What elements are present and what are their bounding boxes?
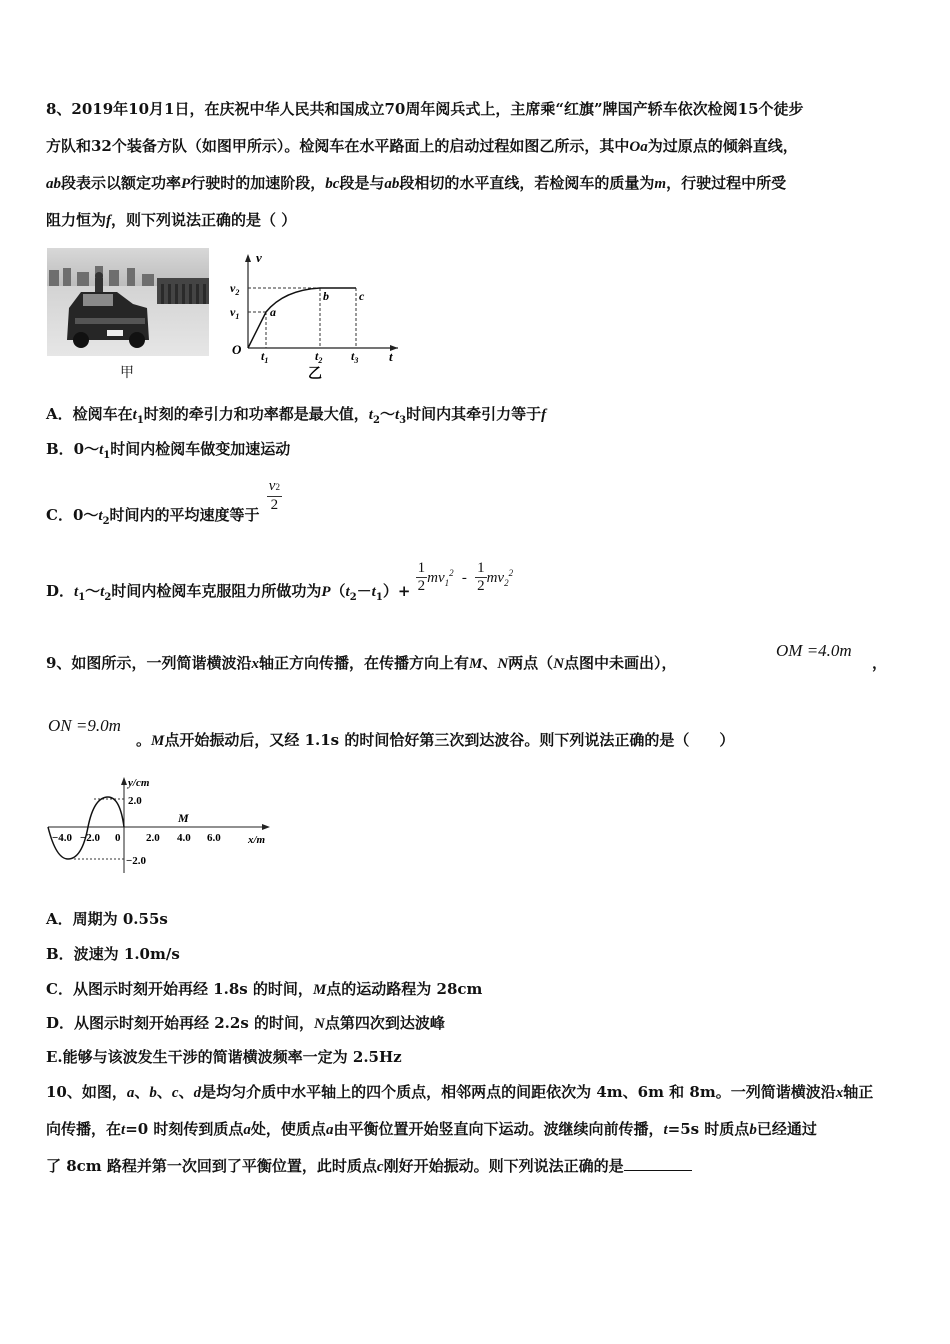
point-a: a [270,305,276,319]
x-tick-4: 4.0 [177,832,191,844]
om-equation: OM =4.0m [776,641,852,660]
mv1-squared: $mv_1^2$ [427,567,454,588]
wave-graph [44,775,280,875]
v2-over-2-fraction: $\frac{v2}{2}$ [268,478,280,513]
q8-line-3: ab段表示以额定功率P行驶时的加速阶段，bc段是与ab段相切的水平直线，若检阅车的质量为m，行驶过程中所受 [46,174,787,192]
half-fraction-1: $\frac{1}{2}$ [417,560,426,594]
q8-line-2: 方队和32个装备方队（如图甲所示）。检阅车在水平路面上的启动过程如图乙所示，其中Oa为过原点的倾斜直线， [46,137,798,155]
x-tick-6: 6.0 [207,832,221,844]
v2-label: $v_2$ [230,281,240,297]
fig-jia-label: 甲 [120,365,134,381]
fig-yi-label: 乙 [308,367,322,382]
x-axis-label: x/m [248,834,266,846]
q10-line-1: 10、如图，a、b、c、d是均匀介质中水平轴上的四个质点，相邻两点的间距依次为 4m、6m 和 8m。一列简谐横波沿x轴正 [46,1083,874,1101]
y-top-label: 2.0 [128,795,142,807]
q8-line-1: 8、2019年10月1日，在庆祝中华人民共和国成立70周年阅兵式上，主席乘“红旗”牌国产轿车依次检阅15个徒步 [46,100,804,118]
x-tick-neg4: −4.0 [52,832,73,844]
x-tick-0: 0 [115,832,121,844]
y-bot-label: −2.0 [126,855,147,867]
parade-car-photo [47,248,209,356]
on-equation: ON =9.0m [48,716,121,735]
mv2-squared: $mv_2^2$ [486,567,514,588]
x-tick-neg2: −2.0 [80,832,101,844]
q9-line-2: 。M点开始振动后，又经 1.1s 的时间恰好第三次到达波谷。则下列说法正确的是（ ） [136,731,735,749]
q9-option-e[interactable]: E.能够与该波发生干涉的简谐横波频率一定为 2.5Hz [46,1048,402,1066]
point-b: b [323,289,329,303]
v1-label: $v_1$ [230,305,240,321]
q10-line-3: 了 8cm 路程并第一次回到了平衡位置，此时质点c刚好开始振动。则下列说法正确的是 [46,1155,692,1176]
q8-option-d[interactable]: D．$t_1\sim t_2$时间内检阅车克服阻力所做功为$P(t_2-t_1)+$ $\frac{1}{2}$ $mv_1^2$ - $\frac{1}{2}$ $mv_2^2$ [46,560,514,603]
q9-option-a[interactable]: A．周期为 0.55s [46,910,168,928]
t2-label: $t_2$ [315,349,323,365]
point-c: c [359,289,365,303]
om-comma: ， [872,654,888,672]
t3-label: $t_3$ [351,349,359,365]
t1-label: $t_1$ [261,349,269,365]
q8-line-4: 阻力恒为f，则下列说法正确的是（ ） [46,211,297,229]
answer-blank[interactable] [624,1156,692,1171]
x-tick-2: 2.0 [146,832,160,844]
t-axis-label: t [389,349,393,364]
q8-option-a[interactable]: A．检阅车在$t_1$时刻的牵引力和功率都是最大值，$t_2\sim t_3$时间内其牵引力等于f [46,405,547,426]
q8-option-b[interactable]: B．$0\sim t_1$时间内检阅车做变加速运动 [46,440,291,461]
origin-label: O [232,342,242,357]
y-axis-label: y/cm [128,777,150,789]
v-axis-label: v [256,250,262,265]
q9-line-1: 9、如图所示，一列简谐横波沿x轴正方向传播，在传播方向上有M、N两点（N点图中未画出）， [46,654,677,672]
q10-line-2: 向传播，在t=0 时刻传到质点a处，使质点a由平衡位置开始竖直向下运动。波继续向前传播，t=5s 时质点b已经通过 [46,1120,817,1138]
q9-option-c[interactable]: C．从图示时刻开始再经 1.8s 的时间，M点的运动路程为 28cm [46,980,483,998]
q8-option-c[interactable]: C．$0\sim t_2$时间内的平均速度等于 $\frac{v2}{2}$ [46,478,280,527]
vt-graph [226,248,406,382]
point-m: M [178,811,189,825]
half-fraction-2: $\frac{1}{2}$ [477,560,485,594]
q9-option-d[interactable]: D．从图示时刻开始再经 2.2s 的时间，N点第四次到达波峰 [46,1014,445,1032]
q9-option-b[interactable]: B．波速为 1.0m/s [46,945,180,963]
